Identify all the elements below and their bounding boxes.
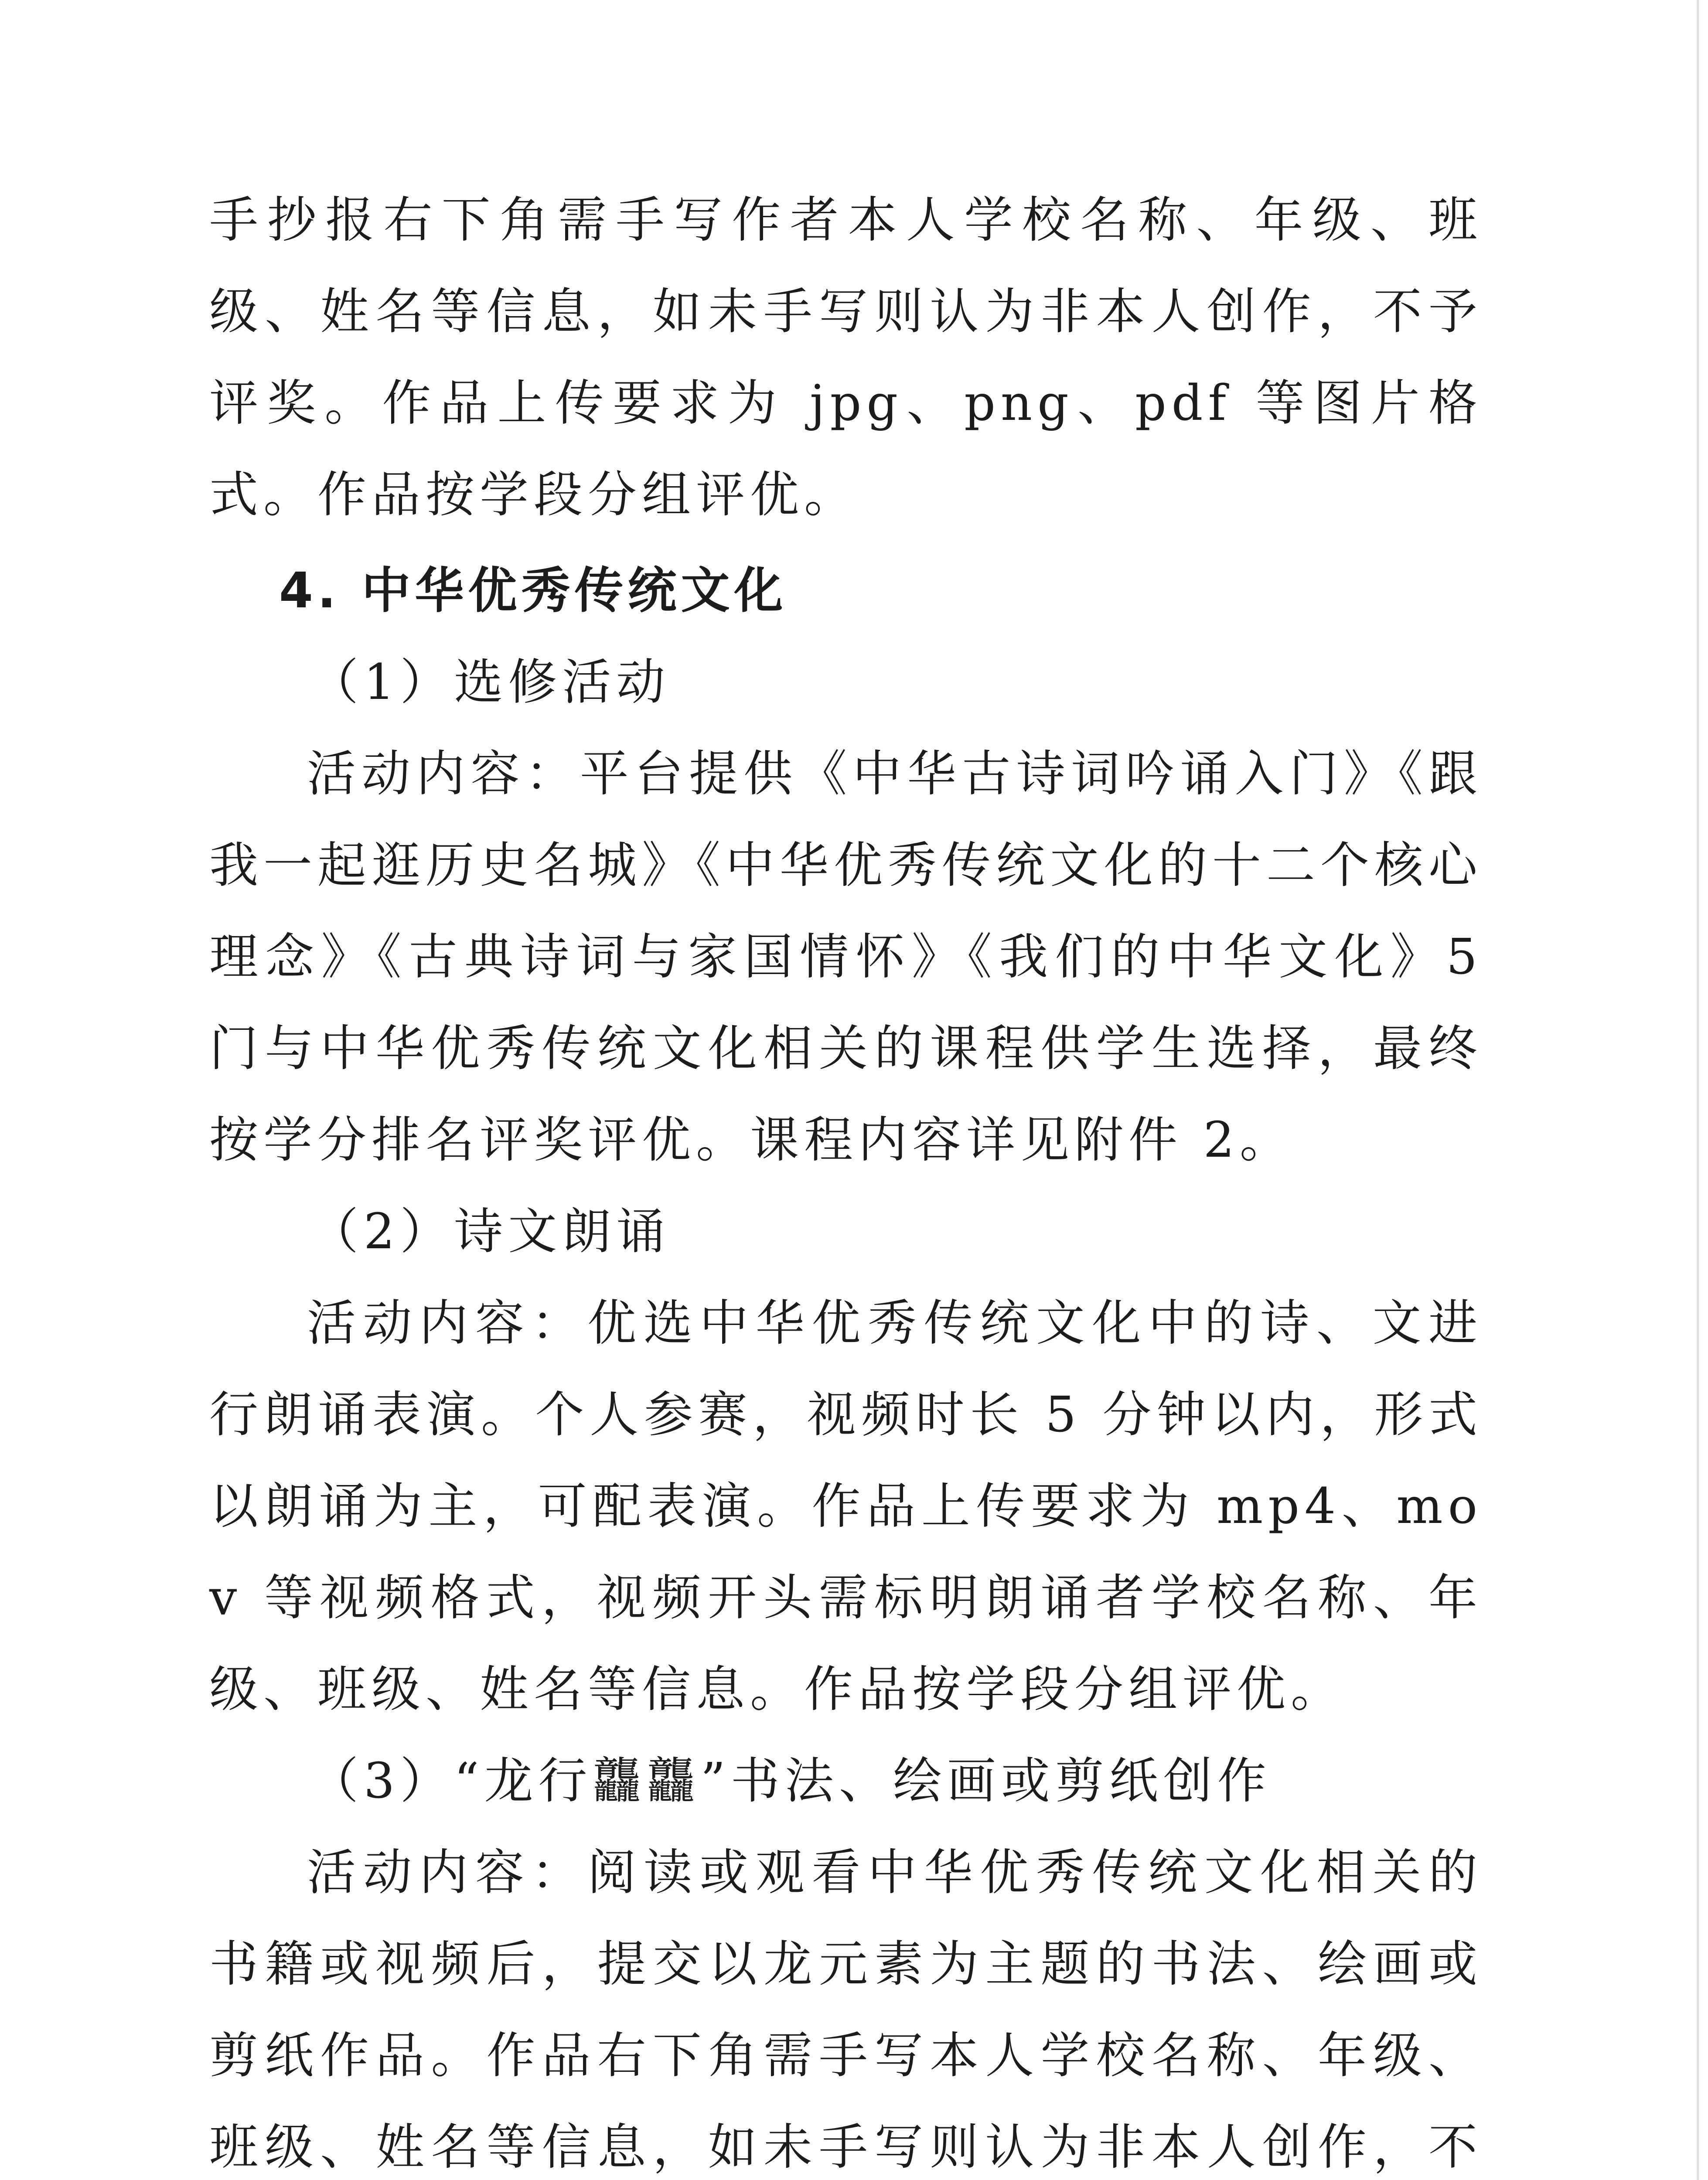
subheading-calligraphy: （3）“龙行龘龘”书法、绘画或剪纸创作 [310, 1753, 1272, 1809]
paragraph-elective-content: 活动内容：平台提供《中华古诗词吟诵入门》《跟我一起逛历史名城》《中华优秀传统文化的十二个核心理念》《古典诗词与家国情怀》《我们的中华文化》5 门与中华优秀传统文化相关的课程供学生选择，最终按学分排名评奖评优。课程内容详见附件 2。 [209, 746, 1483, 1168]
paragraph-calligraphy-content: 活动内容：阅读或观看中华优秀传统文化相关的书籍或视频后，提交以龙元素为主题的书法、绘画或剪纸作品。作品右下角需手写本人学校名称、年级、班级、姓名等信息，如未手写则认为非本人创作，不 [209, 1844, 1483, 2176]
paragraph-continuation: 手抄报右下角需手写作者本人学校名称、年级、班级、姓名等信息，如未手写则认为非本人创作，不予评奖。作品上传要求为 jpg、png、pdf 等图片格式。作品按学段分组评优。 [209, 192, 1483, 523]
section-heading-traditional-culture: 4. 中华优秀传统文化 [279, 562, 788, 619]
subheading-recitation: （2）诗文朗诵 [310, 1203, 671, 1260]
paragraph-recitation-content: 活动内容：优选中华优秀传统文化中的诗、文进行朗诵表演。个人参赛，视频时长 5 分钟以内，形式以朗诵为主，可配表演。作品上传要求为 mp4、mov 等视频格式，视频开头需标明朗诵者学校名称、年级、班级、姓名等信息。作品按学段分组评优。 [209, 1295, 1483, 1718]
subheading-elective: （1）选修活动 [310, 654, 671, 711]
document-body [209, 174, 1483, 2180]
scan-edge [1697, 0, 1699, 2180]
